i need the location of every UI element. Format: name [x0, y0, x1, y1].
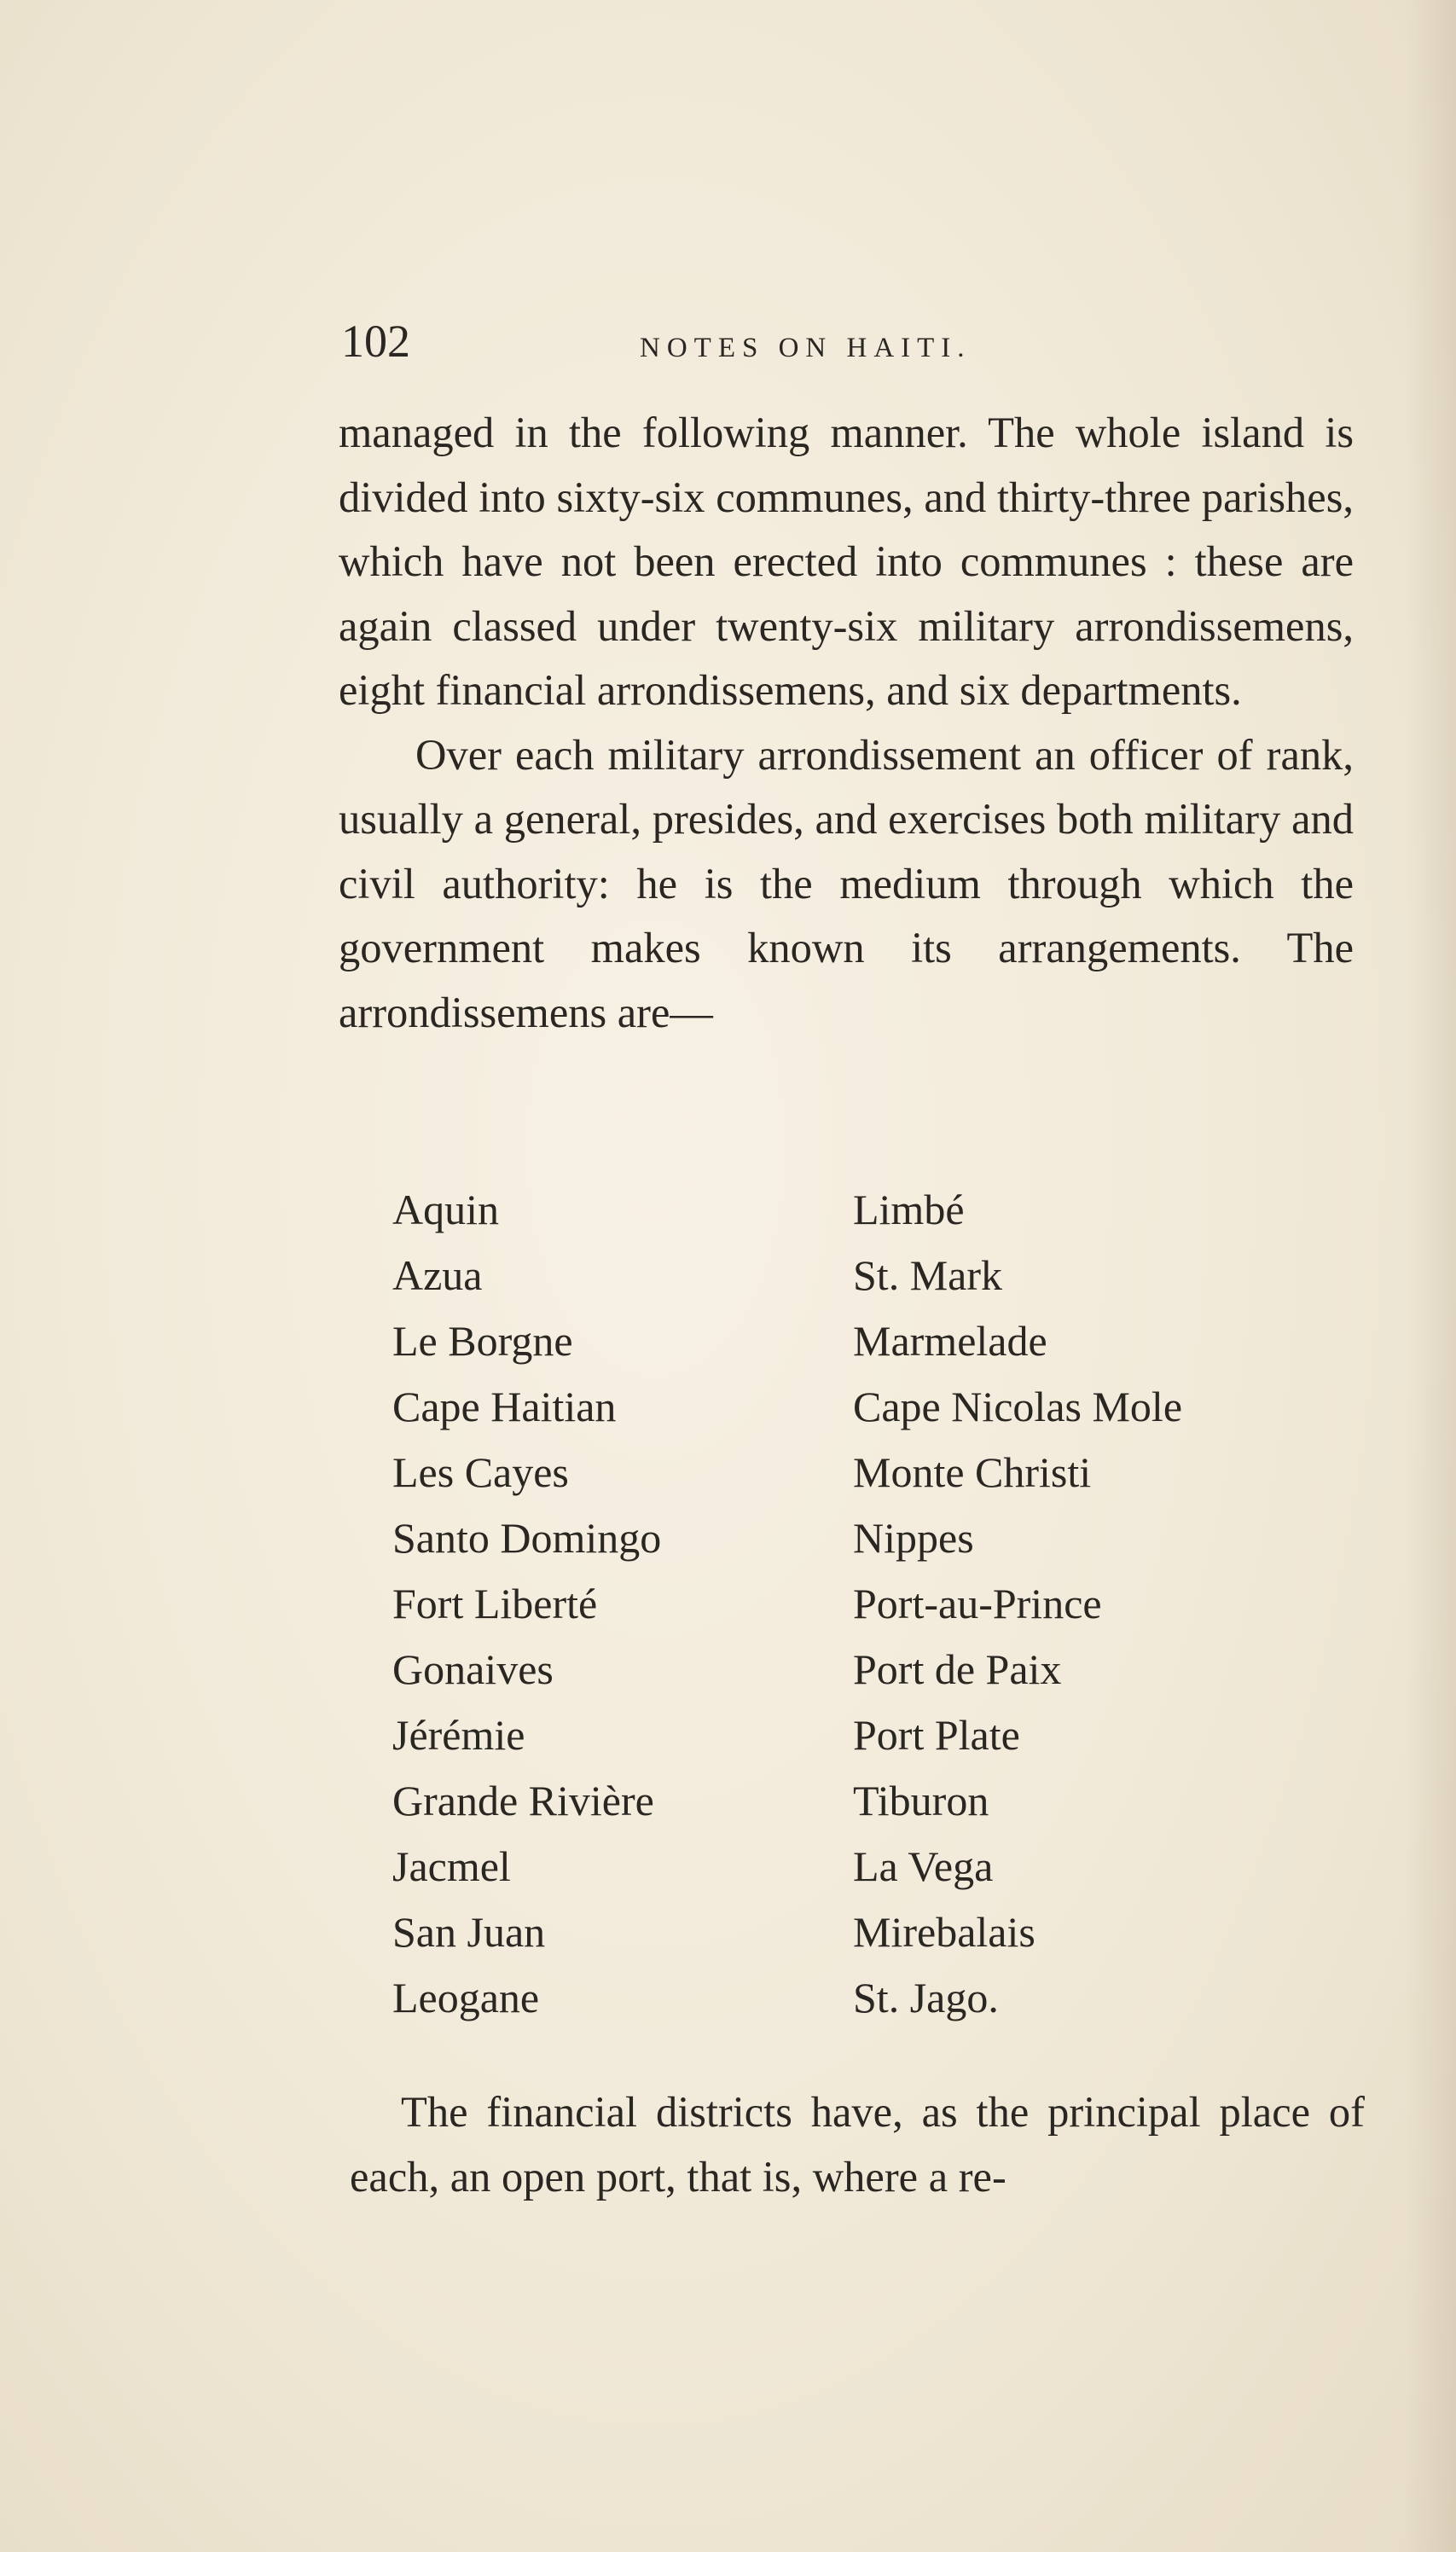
district-name: Port-au-Prince: [853, 1580, 1102, 1627]
list-row: [392, 1834, 1331, 1900]
district-name: San Juan: [392, 1908, 546, 1956]
paragraph: managed in the following manner. The whole island is divided into sixty-six communes, and thirty-three parishes, which have not been erected into communes : these are again classed under twenty-six military arrondissemens, eight financial arrondissemens, and six departments.: [339, 409, 1354, 714]
list-row: [392, 1440, 1331, 1505]
district-name: Grande Rivière: [392, 1777, 654, 1824]
district-name: Santo Domingo: [392, 1514, 662, 1562]
page-edge-shadow: [1405, 0, 1456, 2552]
list-row: [392, 1308, 1331, 1374]
page-number: 102: [341, 316, 410, 367]
district-name: Mirebalais: [853, 1908, 1035, 1956]
list-row: [392, 1177, 1331, 1243]
district-name: Marmelade: [853, 1317, 1047, 1365]
district-name: Jacmel: [392, 1842, 511, 1890]
list-row: [392, 1702, 1331, 1768]
arrondissement-list: [392, 1177, 1331, 2031]
district-name: Gonaives: [392, 1645, 554, 1693]
paragraph: The financial districts have, as the principal place of each, an open port, that is, where a re-: [350, 2088, 1365, 2201]
list-row: [392, 1374, 1331, 1440]
list-row: [392, 1637, 1331, 1702]
district-name: Fort Liberté: [392, 1580, 598, 1627]
list-row: [392, 1900, 1331, 1965]
district-name: Port de Paix: [853, 1645, 1062, 1693]
district-name: Aquin: [392, 1186, 499, 1233]
district-name: Cape Haitian: [392, 1383, 617, 1430]
list-row: [392, 1505, 1331, 1571]
list-row: [392, 1243, 1331, 1308]
district-name: Port Plate: [853, 1711, 1020, 1759]
list-row: [392, 1768, 1331, 1834]
paragraph: Over each military arrondissement an officer of rank, usually a general, presides, and exercises both military and civil authority: he is the medium through which the government makes known its arrangements. The arrondissemens are—: [339, 730, 1354, 1036]
district-name: Monte Christi: [853, 1448, 1092, 1496]
district-name: Cape Nicolas Mole: [853, 1383, 1183, 1430]
district-name: Les Cayes: [392, 1448, 569, 1496]
list-row: [392, 1571, 1331, 1637]
district-name: La Vega: [853, 1842, 994, 1890]
body-text-continued: [350, 2079, 1365, 2209]
district-name: Le Borgne: [392, 1317, 573, 1365]
district-name: Tiburon: [853, 1777, 989, 1824]
page-header: [341, 307, 1365, 375]
district-name: Nippes: [853, 1514, 974, 1562]
district-name: Azua: [392, 1251, 483, 1299]
district-name: Leogane: [392, 1974, 540, 2021]
body-text: [339, 401, 1354, 1045]
district-name: Jérémie: [392, 1711, 525, 1759]
district-name: St. Jago.: [853, 1974, 999, 2021]
district-name: St. Mark: [853, 1251, 1002, 1299]
running-head: NOTES ON HAITI.: [640, 333, 972, 363]
district-name: Limbé: [853, 1186, 965, 1233]
list-row: [392, 1965, 1331, 2031]
